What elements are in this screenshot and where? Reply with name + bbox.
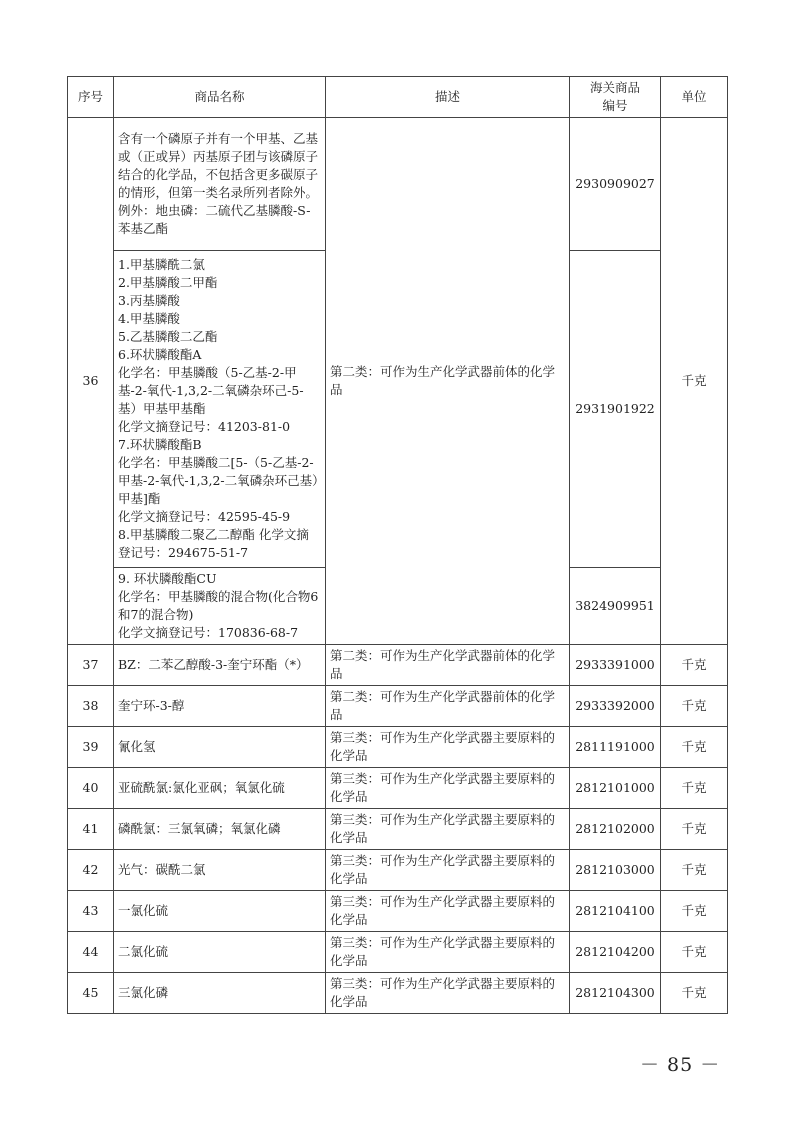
table-row bbox=[68, 686, 728, 727]
table-row bbox=[68, 850, 728, 891]
table-row bbox=[68, 932, 728, 973]
table-row bbox=[68, 645, 728, 686]
description: 第三类：可作为生产化学武器主要原料的化学品 bbox=[326, 891, 570, 932]
hs-code: 2812102000 bbox=[570, 809, 661, 850]
row-number: 44 bbox=[68, 932, 114, 973]
chemicals-table bbox=[67, 76, 728, 1014]
hs-code: 2812104100 bbox=[570, 891, 661, 932]
table-row bbox=[68, 891, 728, 932]
hs-code: 2812104200 bbox=[570, 932, 661, 973]
product-name: 二氯化硫 bbox=[114, 932, 326, 973]
product-name: 含有一个磷原子并有一个甲基、乙基或（正或异）丙基原子团与该磷原子结合的化学品，不包括含更多碳原子的情形，但第一类名录所列者除外。 例外：地虫磷：二硫代乙基膦酸-S-苯基乙酯 bbox=[114, 118, 326, 251]
unit: 千克 bbox=[661, 686, 728, 727]
table-header-row bbox=[68, 77, 728, 118]
row-number: 38 bbox=[68, 686, 114, 727]
product-name: 1.甲基膦酰二氯 2.甲基膦酸二甲酯 3.丙基膦酸 4.甲基膦酸 5.乙基膦酸二乙酯 6.环状膦酸酯A 化学名：甲基膦酸（5-乙基-2-甲基-2-氧代-1,3,2-二氧磷杂环己-5-基）甲基甲基酯 化学文摘登记号：41203-81-0 7.环状膦酸酯B 化学名：甲基膦酸二[5-（5-乙基-2-甲基-2-氧代-1,3,2-二氧磷杂环己基）甲基]酯 化学文摘登记号：42595-45-9 8.甲基膦酸二聚乙二醇酯 化学文摘登记号：294675-51-7 bbox=[114, 251, 326, 568]
row-number: 42 bbox=[68, 850, 114, 891]
unit: 千克 bbox=[661, 118, 728, 645]
hs-code: 2812104300 bbox=[570, 973, 661, 1014]
description: 第三类：可作为生产化学武器主要原料的化学品 bbox=[326, 973, 570, 1014]
hs-code: 3824909951 bbox=[570, 568, 661, 645]
hs-code: 2933392000 bbox=[570, 686, 661, 727]
hs-code: 2811191000 bbox=[570, 727, 661, 768]
row-number: 37 bbox=[68, 645, 114, 686]
unit: 千克 bbox=[661, 850, 728, 891]
unit: 千克 bbox=[661, 768, 728, 809]
row-number: 36 bbox=[68, 118, 114, 645]
product-name: 一氯化硫 bbox=[114, 891, 326, 932]
unit: 千克 bbox=[661, 973, 728, 1014]
hs-code: 2812103000 bbox=[570, 850, 661, 891]
description: 第三类：可作为生产化学武器主要原料的化学品 bbox=[326, 727, 570, 768]
description: 第二类：可作为生产化学武器前体的化学品 bbox=[326, 686, 570, 727]
row-number: 39 bbox=[68, 727, 114, 768]
product-name: BZ：二苯乙醇酸-3-奎宁环酯（*） bbox=[114, 645, 326, 686]
description: 第三类：可作为生产化学武器主要原料的化学品 bbox=[326, 768, 570, 809]
hs-code: 2931901922 bbox=[570, 251, 661, 568]
header-name: 商品名称 bbox=[114, 77, 326, 118]
table-row bbox=[68, 118, 728, 251]
table-row bbox=[68, 768, 728, 809]
description: 第二类：可作为生产化学武器前体的化学品 bbox=[326, 118, 570, 645]
product-name: 磷酰氯：三氯氧磷；氧氯化磷 bbox=[114, 809, 326, 850]
header-unit: 单位 bbox=[661, 77, 728, 118]
description: 第三类：可作为生产化学武器主要原料的化学品 bbox=[326, 850, 570, 891]
table-row bbox=[68, 727, 728, 768]
hs-code: 2812101000 bbox=[570, 768, 661, 809]
product-name: 亚硫酰氯:氯化亚砜；氧氯化硫 bbox=[114, 768, 326, 809]
header-seq: 序号 bbox=[68, 77, 114, 118]
page-number: － 85 － bbox=[640, 1054, 721, 1076]
table-row bbox=[68, 809, 728, 850]
product-name: 奎宁环-3-醇 bbox=[114, 686, 326, 727]
unit: 千克 bbox=[661, 809, 728, 850]
description: 第三类：可作为生产化学武器主要原料的化学品 bbox=[326, 932, 570, 973]
table-row bbox=[68, 973, 728, 1014]
row-number: 45 bbox=[68, 973, 114, 1014]
hs-code: 2933391000 bbox=[570, 645, 661, 686]
unit: 千克 bbox=[661, 727, 728, 768]
hs-code: 2930909027 bbox=[570, 118, 661, 251]
product-name: 9. 环状膦酸酯CU 化学名：甲基膦酸的混合物(化合物6和7的混合物) 化学文摘登记号：170836-68-7 bbox=[114, 568, 326, 645]
header-hs-code: 海关商品 编号 bbox=[570, 77, 661, 118]
product-name: 氰化氢 bbox=[114, 727, 326, 768]
description: 第二类：可作为生产化学武器前体的化学品 bbox=[326, 645, 570, 686]
description: 第三类：可作为生产化学武器主要原料的化学品 bbox=[326, 809, 570, 850]
product-name: 光气：碳酰二氯 bbox=[114, 850, 326, 891]
row-number: 43 bbox=[68, 891, 114, 932]
unit: 千克 bbox=[661, 645, 728, 686]
header-desc: 描述 bbox=[326, 77, 570, 118]
product-name: 三氯化磷 bbox=[114, 973, 326, 1014]
unit: 千克 bbox=[661, 891, 728, 932]
row-number: 41 bbox=[68, 809, 114, 850]
unit: 千克 bbox=[661, 932, 728, 973]
row-number: 40 bbox=[68, 768, 114, 809]
